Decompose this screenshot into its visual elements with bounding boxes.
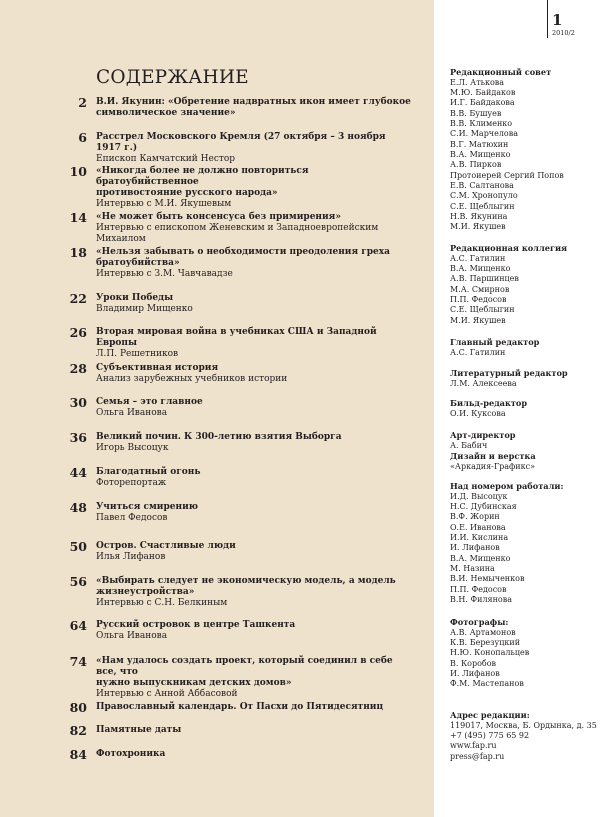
colophon-name: А.В. Пирков [450,160,502,170]
colophon-name: В.А. Мищенко [450,553,511,563]
toc-entry-author: Павел Федосов [96,513,168,523]
issue-number: 2010/2 [552,29,575,37]
colophon-name: В.А. Мищенко [450,263,511,273]
colophon-name: А.С. Гатилин [450,347,506,357]
colophon-name: А.В. Паршинцев [450,274,519,284]
toc-page-number: 64 [69,618,87,633]
toc-entry-author: Интервью с М.И. Якушевым [96,199,232,209]
colophon-name: Н.С. Дубинская [450,501,517,511]
colophon-block [450,67,595,233]
toc-page-number: 18 [69,245,87,260]
colophon-heading: Дизайн и верстка [450,451,536,461]
toc-entry-title: Расстрел Московского Кремля (27 октября – 3 ноября 1917 г.) [96,132,386,153]
toc-entry-title: Субъективная история [96,363,219,373]
toc-entry-title: символическое значение» [96,108,236,118]
toc-entry-text [96,397,412,419]
colophon-name: И.И. Кислина [450,532,509,542]
toc-entry-title: Фотохроника [96,749,166,759]
toc-entry-text [96,620,412,642]
colophon-name: С.М. Хронопуло [450,191,518,201]
toc-entry-author: Владимир Мищенко [96,304,193,314]
toc-entry-text [96,502,412,524]
toc-entry-author: Анализ зарубежных учебников истории [96,374,288,384]
toc-page-number: 50 [69,539,87,554]
toc-page-number: 26 [69,325,87,340]
toc-entry-title: жизнеустройства» [96,587,195,597]
toc-entry-title: нужно выпускникам детских домов» [96,678,292,688]
colophon-name: И. Лифанов [450,543,500,553]
colophon-name: М.А. Смирнов [450,284,510,294]
colophon-name: В.В. Клименко [450,118,513,128]
colophon-heading: Редакционная коллегия [450,243,568,253]
toc-entry-text [96,247,412,280]
toc-entry-text [96,749,412,760]
toc-entry-text [96,132,412,165]
toc-page-number: 14 [69,210,87,225]
colophon-block [450,430,595,451]
toc-page-number: 48 [69,500,87,515]
colophon-heading: Редакционный совет [450,67,552,77]
colophon-name: П.П. Федосов [450,294,507,304]
header-rule [547,0,548,38]
toc-page-number: 36 [69,430,87,445]
toc-page-number: 44 [69,465,87,480]
toc-page-number: 30 [69,395,87,410]
colophon-name: О.Е. Иванова [450,522,506,532]
toc-entry-title: Учиться смирению [96,502,198,512]
toc-entry-text [96,576,412,609]
toc-entry-author: Игорь Высоцук [96,443,169,453]
toc-entry-title: Великий почин. К 300-летию взятия Выборга [96,432,342,442]
toc-page-number: 82 [69,723,87,738]
toc-page-number: 28 [69,361,87,376]
toc-entry-author: Интервью с епископом Женевским и Западноевропейским Михаилом [96,223,379,244]
toc-entry-title: Благодатный огонь [96,467,201,477]
toc-entry-text [96,166,412,210]
toc-entry-text [96,293,412,315]
colophon-name: И. Лифанов [450,668,500,678]
colophon-name: М. Назина [450,563,495,573]
toc-entry-title: Семья – это главное [96,397,203,407]
toc-page-number: 74 [69,654,87,669]
colophon-name: +7 (495) 775 65 92 [450,730,530,740]
colophon-name: С.Е. Щеблыгин [450,305,515,315]
colophon-name: В.В. Бушуев [450,108,502,118]
toc-page-number: 6 [78,130,87,145]
colophon-heading: Литературный редактор [450,368,568,378]
toc-entry-title: Памятные даты [96,725,182,735]
colophon-block [450,617,595,690]
colophon-heading: Арт-директор [450,430,516,440]
colophon-name: М.И. Якушев [450,315,506,325]
colophon-name: В. Коробов [450,658,497,668]
toc-entry-title: Остров. Счастливые люди [96,541,236,551]
colophon-name: И.Г. Байдакова [450,98,515,108]
colophon-name: К.В. Березуцкий [450,637,521,647]
toc-entry-title: Уроки Победы [96,293,174,303]
toc-entry-text [96,432,412,454]
toc-entry-text [96,725,412,736]
toc-page-number: 10 [69,164,87,179]
colophon-name: А. Бабич [450,440,488,450]
toc-entry-title: братоубийства» [96,258,180,268]
colophon-heading: Фотографы: [450,617,509,627]
colophon-name: В.И. Немыченков [450,574,525,584]
colophon-name: Е.Л. Атькова [450,77,505,87]
colophon-name: С.Е. Щеблыгин [450,201,515,211]
toc-entry-author: Илья Лифанов [96,552,166,562]
toc-page-number: 80 [69,700,87,715]
colophon-name: www.fap.ru [450,741,497,751]
colophon-heading: Над номером работали: [450,481,564,491]
colophon-name: В.Н. Филянова [450,594,513,604]
toc-entry-author: Епископ Камчатский Нестор [96,154,236,164]
colophon-name: Ф.М. Мастепанов [450,679,524,689]
colophon-name: О.И. Куксова [450,408,506,418]
toc-entry-title: противостояние русского народа» [96,188,278,198]
toc-entry-author: Фоторепортаж [96,478,167,488]
toc-entry-author: Интервью с Анной Аббасовой [96,689,238,699]
toc-entry-text [96,702,412,713]
toc-entry-title: «Нельзя забывать о необходимости преодоления греха [96,247,390,257]
colophon-name: П.П. Федосов [450,584,507,594]
toc-page-number: 84 [69,747,87,762]
colophon-block [450,337,595,358]
colophon-name: И.Д. Высоцук [450,491,508,501]
toc-entry-text [96,327,412,360]
colophon-name: С.И. Марчелова [450,129,519,139]
toc-entry-text [96,97,412,119]
colophon-name: Л.М. Алексеева [450,378,517,388]
toc-entry-title: «Нам удалось создать проект, который соединил в себе все, что [96,656,393,677]
colophon-name: Н.В. Якунина [450,211,508,221]
toc-entry-title: Русский островок в центре Ташкента [96,620,296,630]
colophon-block [450,481,595,605]
colophon-name: А.В. Артамонов [450,627,516,637]
colophon-name: А.С. Гатилин [450,253,506,263]
toc-entry-title: Православный календарь. От Пасхи до Пятидесятниц [96,702,384,712]
colophon-heading: Адрес редакции: [450,710,530,720]
toc-entry-title: «Не может быть консенсуса без примирения» [96,212,341,222]
toc-entry-author: Л.П. Решетников [96,349,179,359]
colophon-block [450,243,595,326]
page-title: СОДЕРЖАНИЕ [96,67,249,88]
toc-entry-author: Интервью с З.М. Чавчавадзе [96,269,233,279]
toc-entry-title: Вторая мировая война в учебниках США и Западной Европы [96,327,377,348]
colophon-block [450,710,595,762]
page-number: 1 [552,11,563,29]
colophon-block [450,451,595,472]
colophon-name: press@fap.ru [450,751,505,761]
colophon-name: М.Ю. Байдаков [450,87,516,97]
colophon-heading: Бильд-редактор [450,398,528,408]
colophon-name: М.И. Якушев [450,222,506,232]
toc-entry-title: В.И. Якунин: «Обретение надвратных икон имеет глубокое [96,97,411,107]
colophon-name: «Аркадия-Графикс» [450,461,536,471]
toc-entry-title: «Выбирать следует не экономическую модель, а модель [96,576,396,586]
toc-entry-author: Ольга Иванова [96,631,168,641]
toc-page-number: 22 [69,291,87,306]
colophon-name: 119017, Москва, Б. Ордынка, д. 35 [450,720,597,730]
colophon-name: Н.Ю. Конопальцев [450,648,530,658]
colophon-name: В.А. Мищенко [450,149,511,159]
colophon-heading: Главный редактор [450,337,540,347]
colophon-block [450,398,595,419]
toc-entry-title: «Никогда более не должно повториться братоубийственное [96,166,309,187]
toc-page-number: 2 [78,95,87,110]
toc-entry-text [96,467,412,489]
toc-entry-author: Интервью с С.Н. Белкиным [96,598,228,608]
toc-entry-text [96,541,412,563]
toc-entry-text [96,212,412,245]
toc-entry-text [96,363,412,385]
toc-entry-text [96,656,412,700]
colophon-name: В.Г. Матюхин [450,139,509,149]
colophon-name: В.Ф. Жорин [450,512,500,522]
toc-entry-author: Ольга Иванова [96,408,168,418]
colophon-name: Протоиерей Сергий Попов [450,170,564,180]
toc-page-number: 56 [69,574,87,589]
colophon-name: Е.В. Салтанова [450,180,514,190]
colophon-block [450,368,595,389]
